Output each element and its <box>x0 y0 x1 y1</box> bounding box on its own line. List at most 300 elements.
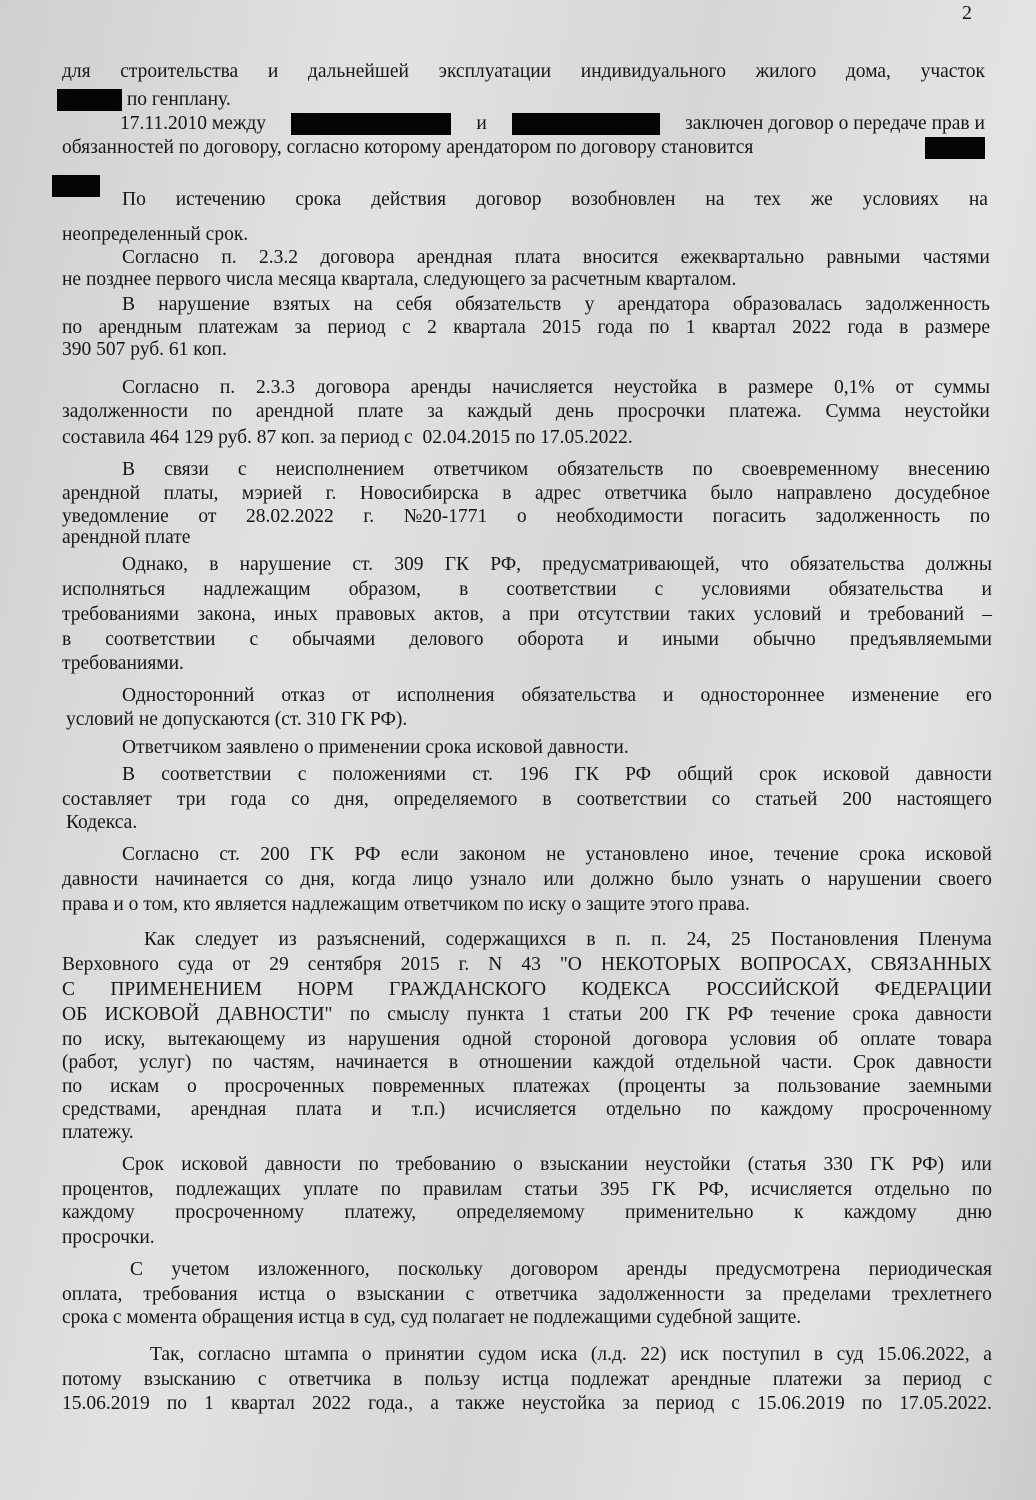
word: ответчиком <box>433 459 529 480</box>
word: с <box>257 1369 267 1390</box>
word: аренды <box>626 1259 688 1280</box>
document-line <box>150 1343 992 1367</box>
word: его <box>966 685 992 706</box>
word: РФ, <box>490 554 522 575</box>
word: отказ <box>281 685 325 706</box>
line-text <box>62 1075 992 1099</box>
word: разъяснений, <box>316 929 426 950</box>
word: для <box>62 61 91 82</box>
word: требованиями <box>62 604 180 625</box>
word: (статья <box>747 1154 807 1175</box>
word: своего <box>938 869 992 890</box>
word: 2 <box>427 317 437 338</box>
word: с <box>297 764 307 785</box>
word: аренды <box>410 377 472 398</box>
document-line <box>62 338 227 362</box>
word: общий <box>677 764 733 785</box>
word: начинается <box>335 1052 429 1073</box>
line-text <box>62 505 990 529</box>
word: "О <box>559 954 582 975</box>
word: образом, <box>348 579 421 600</box>
line-text <box>62 316 990 340</box>
word: соответствии <box>576 789 687 810</box>
line-text <box>122 684 992 708</box>
word: начисляется <box>492 377 594 398</box>
word: ГК <box>870 1154 895 1175</box>
word: или <box>543 869 574 890</box>
document-line <box>62 578 992 602</box>
word: Однако, <box>122 554 188 575</box>
word: части. <box>781 1052 833 1073</box>
word: Односторонний <box>122 685 255 706</box>
word: тех <box>754 189 782 210</box>
document-line <box>62 1368 992 1392</box>
document-line <box>62 1051 992 1075</box>
word: мэрией <box>241 483 303 504</box>
word: соответствии <box>105 629 216 650</box>
word: ст. <box>219 844 240 865</box>
word: о <box>361 1344 372 1365</box>
word: задолженность <box>865 294 990 315</box>
word: от <box>198 506 217 527</box>
line-text: обязанностей по договору, согласно которому арендатором по договору становится <box>62 137 759 158</box>
word: обязательств <box>557 459 664 480</box>
word: участок <box>920 61 985 82</box>
word: 200 <box>639 1004 669 1025</box>
word: за <box>745 1284 762 1305</box>
word: размере <box>747 377 814 398</box>
word: п. <box>219 377 236 398</box>
word: по <box>969 506 990 527</box>
word: и <box>981 579 992 600</box>
line-text: Ответчиком заявлено о применении срока исковой давности. <box>122 737 629 758</box>
document-line <box>62 1121 134 1145</box>
word: по <box>62 317 83 338</box>
line-text <box>122 763 992 787</box>
document-line <box>62 603 992 627</box>
word: также <box>456 1393 505 1414</box>
line-text <box>62 788 992 812</box>
word: с <box>731 1393 740 1414</box>
document-line <box>122 763 992 787</box>
word: на <box>968 189 988 210</box>
word: подлежат <box>570 1369 650 1390</box>
word: о <box>186 1076 197 1097</box>
word: процентов, <box>62 1179 154 1200</box>
line-text <box>122 376 990 400</box>
word: досудебное <box>895 483 990 504</box>
document-line <box>62 268 736 292</box>
word: своевременному <box>741 459 880 480</box>
word: жилого <box>755 61 817 82</box>
word: течение <box>774 844 839 865</box>
word: суммы <box>934 377 990 398</box>
word: п. <box>221 247 237 268</box>
word: трехлетнего <box>891 1284 992 1305</box>
line-text: Кодекса. <box>66 812 138 833</box>
word: таких <box>688 604 736 625</box>
word: 200 <box>842 789 872 810</box>
document-line <box>62 1075 992 1099</box>
word: неустойки <box>904 401 990 422</box>
word: в <box>502 483 512 504</box>
line-text <box>62 1098 992 1122</box>
word: возобновлен <box>571 189 676 210</box>
document-line <box>62 400 990 424</box>
document-line <box>122 458 990 482</box>
word: по <box>380 1179 401 1200</box>
word: поступил <box>722 1344 801 1365</box>
word: давности <box>915 1052 992 1073</box>
word: 2.3.3 <box>255 377 295 398</box>
word: исчисляется <box>750 1179 853 1200</box>
document-line <box>62 978 992 1002</box>
word: определяемому <box>456 1202 585 1223</box>
word: В <box>122 459 136 480</box>
word: ответчика <box>495 1284 578 1305</box>
word: течение <box>770 1004 836 1025</box>
word: товара <box>937 1029 992 1050</box>
word: со <box>264 869 284 890</box>
word: адрес <box>534 483 582 504</box>
word: 2022 <box>792 317 832 338</box>
word: частями <box>922 247 990 268</box>
word: иска <box>540 1344 578 1365</box>
word: каждому <box>62 1202 135 1223</box>
word: обычно <box>752 629 816 650</box>
word: статьей <box>755 789 818 810</box>
document-line <box>62 1283 992 1307</box>
document-line <box>52 174 100 198</box>
word: отдельно <box>874 1179 950 1200</box>
word: просроченному <box>863 1099 992 1120</box>
word: арендной <box>255 401 334 422</box>
word: заемными <box>908 1076 992 1097</box>
word: НЕКОТОРЫХ <box>600 954 722 975</box>
word: неустойки <box>645 1154 731 1175</box>
word: о <box>801 869 811 890</box>
document-line <box>62 223 248 247</box>
word: правовых <box>335 604 416 625</box>
document-line <box>62 1392 992 1416</box>
word: отсутствии <box>577 604 671 625</box>
word: о <box>516 506 527 527</box>
word: было <box>710 483 753 504</box>
word: истечению <box>175 189 266 210</box>
word: настоящего <box>896 789 992 810</box>
word: лицо <box>412 869 453 890</box>
word: т.п.) <box>411 1099 446 1120</box>
word: за <box>622 1393 639 1414</box>
word: г. <box>325 483 337 504</box>
word: 196 <box>519 764 549 785</box>
word: 0,1% <box>834 377 875 398</box>
word: если <box>400 844 439 865</box>
word: обязательства <box>828 579 944 600</box>
word: в <box>542 789 552 810</box>
word: смыслу <box>387 1004 450 1025</box>
word: 1 <box>204 1393 214 1414</box>
word: ГК <box>574 764 599 785</box>
word: (работ, <box>62 1052 119 1073</box>
word: в <box>209 554 219 575</box>
word: платежам <box>198 317 279 338</box>
word: не <box>546 844 566 865</box>
word: подлежащих <box>175 1179 282 1200</box>
word: должно <box>591 869 654 890</box>
word: Постановления <box>770 929 899 950</box>
word: и <box>371 1099 382 1120</box>
word: отдельной <box>675 1052 761 1073</box>
word: поскольку <box>397 1259 483 1280</box>
word: обычаями <box>292 629 376 650</box>
line-text <box>62 1178 992 1202</box>
word: период <box>902 1369 962 1390</box>
word: по <box>692 459 713 480</box>
word: истца <box>258 1284 306 1305</box>
word: о <box>513 1154 523 1175</box>
word: из <box>307 1029 326 1050</box>
word: давности <box>915 1004 992 1025</box>
document-line <box>66 708 407 732</box>
document-line <box>122 1153 992 1177</box>
word: договора <box>320 247 395 268</box>
word: срока <box>859 844 906 865</box>
word: по <box>971 1179 992 1200</box>
word: г. <box>363 506 375 527</box>
line-text <box>62 1283 992 1307</box>
redaction-block <box>291 113 451 135</box>
word: 28.02.2022 <box>246 506 334 527</box>
word: взыскании <box>356 1284 445 1305</box>
word: 22) <box>640 1344 667 1365</box>
word: а <box>430 1393 439 1414</box>
word: Как <box>144 929 175 950</box>
line-text <box>62 603 992 627</box>
line-text <box>62 1201 992 1225</box>
word: об <box>818 1029 839 1050</box>
word: услуг) <box>139 1052 192 1073</box>
word: г. <box>458 954 470 975</box>
word: отдельно <box>605 1099 682 1120</box>
word: платежа. <box>729 401 802 422</box>
word: по <box>861 1393 883 1414</box>
word: судом <box>478 1344 527 1365</box>
document-line <box>62 60 985 84</box>
line-text: арендной плате <box>62 527 191 548</box>
word: 1 <box>541 1004 552 1025</box>
word: исполнения <box>396 685 495 706</box>
document-line <box>62 1028 992 1052</box>
word: следует <box>195 929 259 950</box>
line-text: составила 464 129 руб. 87 коп. за период с 02.04.2015 по 17.05.2022. <box>62 427 633 448</box>
word: за <box>427 401 444 422</box>
word: повременных <box>372 1076 486 1097</box>
document-line <box>57 88 231 112</box>
word: арендная <box>190 1099 267 1120</box>
document-line <box>122 736 629 760</box>
word: закона, <box>197 604 256 625</box>
document-line <box>122 553 992 577</box>
word: ответчика <box>288 1369 371 1390</box>
word: договор <box>475 189 542 210</box>
document-line <box>62 1226 155 1250</box>
word: 1 <box>685 317 696 338</box>
word: период <box>655 1393 715 1414</box>
line-text <box>62 578 992 602</box>
word: арендной <box>62 483 141 504</box>
word: 29 <box>269 954 289 975</box>
word: взятых <box>273 294 331 315</box>
word: необходимости <box>556 506 684 527</box>
word: (л.д. <box>590 1344 627 1365</box>
word: статьи <box>524 1179 578 1200</box>
line-text <box>62 1051 992 1075</box>
line-text: срока с момента обращения истца в суд, суд полагает не подлежащими судебной защите. <box>62 1307 802 1328</box>
word: установлено <box>585 844 690 865</box>
line-text <box>62 1368 992 1392</box>
word: с <box>249 629 259 650</box>
word: СВЯЗАННЫХ <box>870 954 992 975</box>
word: в <box>586 929 596 950</box>
document-line <box>122 188 988 212</box>
word: по <box>211 401 233 422</box>
word: из <box>278 929 297 950</box>
word: периодическая <box>868 1259 992 1280</box>
word: в <box>448 1052 459 1073</box>
word: 2015 <box>400 954 440 975</box>
word: – <box>982 604 992 625</box>
word: п. <box>651 929 667 950</box>
word: 17.05.2022. <box>899 1393 992 1414</box>
word: у <box>584 294 595 315</box>
word: Срок <box>122 1154 164 1175</box>
word: в <box>62 629 72 650</box>
line-text <box>122 246 990 270</box>
document-line <box>122 246 990 270</box>
word: на <box>353 294 373 315</box>
word: исковой <box>181 1154 248 1175</box>
word: одностороннее <box>700 685 825 706</box>
word: действия <box>371 189 447 210</box>
word: частям, <box>253 1052 315 1073</box>
word: потому <box>62 1369 122 1390</box>
document-line <box>62 426 633 450</box>
word: ГК <box>309 844 335 865</box>
word: в <box>813 1344 823 1365</box>
word: дню <box>957 1202 992 1223</box>
word: истца <box>502 1369 549 1390</box>
word: себя <box>395 294 432 315</box>
word: по <box>349 1004 370 1025</box>
word: Согласно <box>122 247 199 268</box>
word: оплате <box>860 1029 916 1050</box>
word: срока <box>852 1004 899 1025</box>
word: исполняться <box>62 579 166 600</box>
document-line <box>130 1258 992 1282</box>
word: 15.06.2019 <box>62 1393 150 1414</box>
word: предусмотрена <box>715 1259 841 1280</box>
word: просрочки <box>617 401 706 422</box>
document-line <box>62 868 992 892</box>
word: арендным <box>98 317 182 338</box>
word: за <box>294 317 311 338</box>
word: задолженности <box>62 401 189 422</box>
word: по <box>212 1052 233 1073</box>
word: 200 <box>260 844 290 865</box>
word: изменение <box>851 685 940 706</box>
word: условия <box>729 1029 797 1050</box>
word: исчисляется <box>474 1099 577 1120</box>
word: вносится <box>582 247 659 268</box>
word: уплате <box>303 1179 359 1200</box>
word: неисполнением <box>275 459 405 480</box>
word: в <box>899 317 909 338</box>
word: изложенного, <box>257 1259 370 1280</box>
word: условиями <box>701 579 791 600</box>
word: статьи <box>568 1004 622 1025</box>
line-text <box>62 868 992 892</box>
word: п. <box>615 929 632 950</box>
word: когда <box>351 869 396 890</box>
word: квартала <box>453 317 526 338</box>
word: образовалась <box>732 294 843 315</box>
word: Так, <box>150 1344 185 1365</box>
word: по <box>710 1099 731 1120</box>
document-line <box>122 684 992 708</box>
document-line <box>62 1098 992 1122</box>
word: искам <box>109 1076 160 1097</box>
word: ответчика <box>604 483 687 504</box>
word: оборота <box>517 629 584 650</box>
word: пользование <box>777 1076 881 1097</box>
word: ОБ <box>62 1004 88 1025</box>
word: а <box>502 604 511 625</box>
word: уведомление <box>62 506 169 527</box>
line-text <box>62 400 990 424</box>
line-text <box>122 843 992 867</box>
word: ГРАЖДАНСКОГО <box>388 979 547 1000</box>
word: договора <box>633 1029 708 1050</box>
word: отношении <box>478 1052 573 1073</box>
word: Верховного <box>62 954 159 975</box>
word: условий <box>753 604 822 625</box>
word: платежах <box>512 1076 591 1097</box>
document-line <box>122 843 992 867</box>
word: нарушении <box>827 869 922 890</box>
word: 309 <box>394 554 424 575</box>
word: условиях <box>862 189 939 210</box>
word: нарушение <box>158 294 250 315</box>
word: о <box>326 1284 336 1305</box>
word: на <box>705 189 725 210</box>
document-line <box>62 652 184 676</box>
word: каждый <box>467 401 533 422</box>
word: за <box>864 1369 881 1390</box>
word: взыскании <box>540 1154 628 1175</box>
document-line <box>62 893 750 917</box>
line-text <box>122 458 990 482</box>
word: ПРИМЕНЕНИЕМ <box>110 979 262 1000</box>
word: равными <box>826 247 901 268</box>
word: соответствии <box>161 764 272 785</box>
word: с <box>654 579 664 600</box>
word: суда <box>177 954 214 975</box>
word: Согласно <box>122 377 199 398</box>
word: соответствии <box>506 579 617 600</box>
word: каждому <box>760 1099 834 1120</box>
word: одной <box>462 1029 512 1050</box>
